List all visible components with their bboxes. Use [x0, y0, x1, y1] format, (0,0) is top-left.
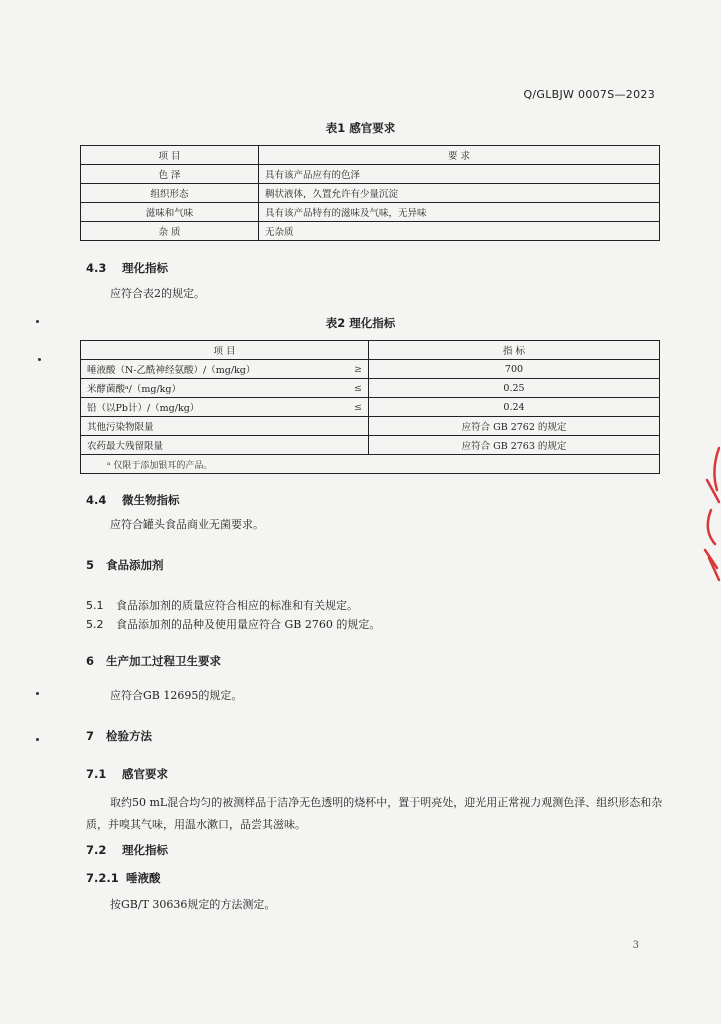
section-7-1-heading: [86, 766, 168, 782]
section-number: 7.1: [86, 767, 107, 781]
table-cell: 700: [369, 360, 660, 379]
section-number: 7.2.1: [86, 871, 119, 885]
table-cell: 米酵菌酸ᵃ/（mg/kg）: [81, 379, 337, 398]
table-row: [81, 165, 660, 184]
table-row: [81, 203, 660, 222]
item-text: 食品添加剂的质量应符合相应的标准和有关规定。: [116, 599, 358, 612]
section-title: 理化指标: [122, 261, 168, 275]
section-7-2-1-text: 按GB/T 30636规定的方法测定。: [110, 898, 276, 911]
table-header-row: [81, 341, 660, 360]
table-footnote: ᵃ 仅限于添加银耳的产品。: [81, 455, 660, 474]
page-number: 3: [632, 940, 639, 951]
table-cell: 稠状液体，久置允许有少量沉淀: [259, 184, 660, 203]
header-item: 项 目: [81, 341, 369, 360]
table2-physicochemical: [80, 340, 660, 474]
table1-title: 表1 感官要求: [325, 121, 396, 135]
section-6-text: 应符合GB 12695的规定。: [110, 689, 243, 702]
table-cell: 农药最大残留限量: [81, 436, 337, 455]
table-row: [81, 398, 660, 417]
table-row: [81, 222, 660, 241]
section-title: 检验方法: [106, 729, 152, 743]
table-cell: 滋味和气味: [81, 203, 259, 222]
table-cell: 应符合 GB 2762 的规定: [369, 417, 660, 436]
section-title: 食品添加剂: [106, 558, 164, 572]
header-requirement: 要 求: [259, 146, 660, 165]
section-4-3-heading: [86, 260, 168, 276]
table-cell: 唾液酸（N-乙酰神经氨酸）/（mg/kg）: [81, 360, 337, 379]
table1-sensory: [80, 145, 660, 241]
section-5-1: [86, 597, 358, 613]
table-cell: 杂 质: [81, 222, 259, 241]
header-item: 项 目: [81, 146, 259, 165]
section-6-heading: [86, 653, 221, 669]
table-row: [81, 379, 660, 398]
scan-speck: [36, 738, 39, 741]
scan-speck: [36, 692, 39, 695]
table-header-row: [81, 146, 660, 165]
standard-code: Q/GLBJW 0007S—2023: [523, 88, 655, 101]
table-row: [81, 360, 660, 379]
section-4-3-text: 应符合表2的规定。: [110, 287, 205, 300]
section-4-4-text: 应符合罐头食品商业无菌要求。: [110, 518, 264, 531]
section-title: 微生物指标: [122, 493, 180, 507]
section-7-1-text: 取约50 mL混合均匀的被测样品于洁净无色透明的烧杯中，置于明亮处，迎光用正常视力观测色泽、组织形态和杂质，并嗅其气味，用温水漱口，品尝其滋味。: [86, 796, 663, 831]
section-5-heading: [86, 557, 164, 573]
table-cell: 色 泽: [81, 165, 259, 184]
section-title: 生产加工过程卫生要求: [106, 654, 221, 668]
section-number: 7.2: [86, 843, 107, 857]
table-cell: 无杂质: [259, 222, 660, 241]
scan-speck: [36, 320, 39, 323]
table-note-row: [81, 455, 660, 474]
scan-speck: [38, 358, 41, 361]
section-5-2: [86, 616, 380, 632]
section-title: 感官要求: [122, 767, 168, 781]
section-title: 理化指标: [122, 843, 168, 857]
table-cell: 具有该产品应有的色泽: [259, 165, 660, 184]
section-number: 4.4: [86, 493, 107, 507]
item-number: 5.2: [86, 618, 104, 631]
section-7-2-1-heading: [86, 870, 161, 886]
section-number: 6: [86, 654, 95, 668]
table-row: [81, 417, 660, 436]
comparison-symbol: ≥: [336, 360, 369, 379]
red-seal-stamp: [697, 440, 721, 590]
section-title: 唾液酸: [126, 871, 161, 885]
comparison-symbol: ≤: [336, 379, 369, 398]
table-row: [81, 436, 660, 455]
table2-title: 表2 理化指标: [325, 316, 396, 330]
header-indicator: 指 标: [369, 341, 660, 360]
table-cell: 具有该产品特有的滋味及气味，无异味: [259, 203, 660, 222]
table-cell: 组织形态: [81, 184, 259, 203]
table-cell: 应符合 GB 2763 的规定: [369, 436, 660, 455]
comparison-symbol: [336, 436, 369, 455]
item-text: 食品添加剂的品种及使用量应符合 GB 2760 的规定。: [116, 618, 381, 631]
section-number: 7: [86, 729, 95, 743]
section-number: 4.3: [86, 261, 107, 275]
table-row: [81, 184, 660, 203]
section-4-4-heading: [86, 492, 180, 508]
comparison-symbol: [336, 417, 369, 436]
section-7-heading: [86, 728, 152, 744]
section-7-2-heading: [86, 842, 168, 858]
table-cell: 0.25: [369, 379, 660, 398]
section-number: 5: [86, 558, 95, 572]
comparison-symbol: ≤: [336, 398, 369, 417]
table-cell: 铅（以Pb计）/（mg/kg）: [81, 398, 337, 417]
item-number: 5.1: [86, 599, 104, 612]
table-cell: 其他污染物限量: [81, 417, 337, 436]
table-cell: 0.24: [369, 398, 660, 417]
